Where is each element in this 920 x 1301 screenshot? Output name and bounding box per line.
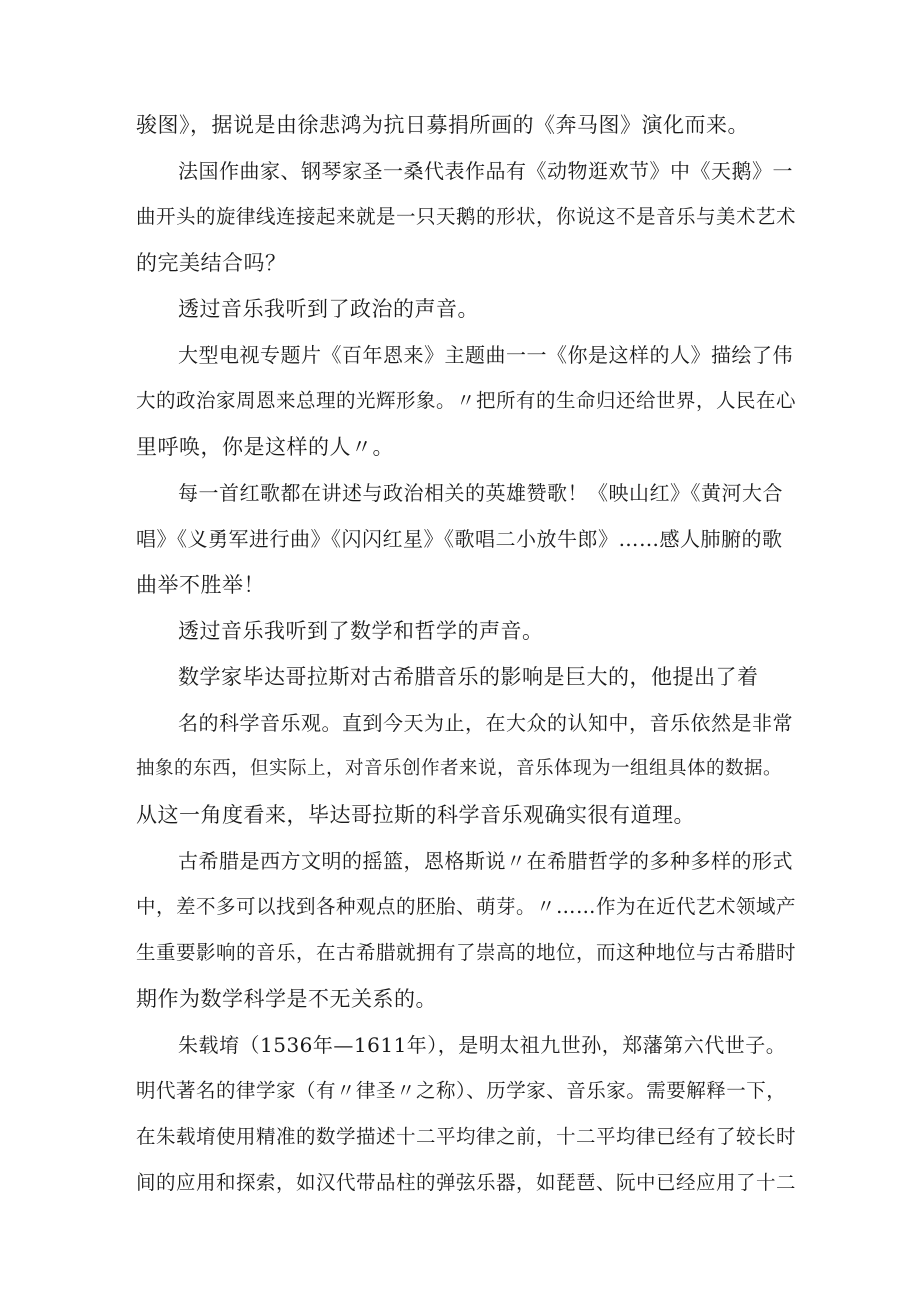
text-line: 抽象的东西，但实际上，对音乐创作者来说，音乐体现为一组组具体的数据。 xyxy=(136,758,783,779)
text-line: 透过音乐我听到了政治的声音。 xyxy=(178,297,479,321)
text-line: 明代著名的律学家（有〃律圣〃之称）、历学家、音乐家。需要解释一下， xyxy=(136,1079,787,1102)
text-line: 曲举不胜举！ xyxy=(136,573,265,597)
text-line: 间的应用和探索，如汉代带品柱的弹弦乐器，如琵琶、阮中已经应用了十二 xyxy=(136,1171,797,1194)
text-line: 期作为数学科学是不无关系的。 xyxy=(136,987,437,1011)
text-line: 骏图》，据说是由徐悲鸿为抗日募捐所画的《奔马图》演化而来。 xyxy=(136,113,749,137)
text-line: 名的科学音乐观。直到今天为止，在大众的认知中，音乐依然是非常 xyxy=(178,711,793,735)
text-line: 在朱载堉使用精准的数学描述十二平均律之前，十二平均律已经有了较长时 xyxy=(136,1125,797,1148)
text-line: 透过音乐我听到了数学和哲学的声音。 xyxy=(178,619,544,643)
text-line: 唱》《义勇军进行曲》《闪闪红星》《歌唱二小放牛郎》……感人肺腑的歌 xyxy=(136,527,783,551)
text-line: 的完美结合吗？ xyxy=(136,251,287,275)
text-line: 中，差不多可以找到各种观点的胚胎、萌芽。〃……作为在近代艺术领域产 xyxy=(136,895,797,918)
text-line: 数学家毕达哥拉斯对古希腊音乐的影响是巨大的，他提出了着 xyxy=(178,665,759,689)
text-line: 里呼唤，你是这样的人〃。 xyxy=(136,435,394,459)
text-line: 法国作曲家、钢琴家圣一桑代表作品有《动物逛欢节》中《天鹅》一 xyxy=(178,159,793,183)
document-page xyxy=(136,102,796,1206)
text-line: 从这一角度看来，毕达哥拉斯的科学音乐观确实很有道理。 xyxy=(136,803,695,827)
text-line: 大的政治家周恩来总理的光辉形象。〃把所有的生命归还给世界，人民在心 xyxy=(136,389,797,412)
text-line: 每一首红歌都在讲述与政治相关的英雄赞歌！《映山红》《黄河大合 xyxy=(178,481,783,505)
text-line: 朱载堉（1536年—1611年），是明太祖九世孙，郑藩第六代世子。 xyxy=(178,1033,787,1057)
text-line: 曲开头的旋律线连接起来就是一只天鹅的形状，你说这不是音乐与美术艺术 xyxy=(136,205,797,228)
text-line: 大型电视专题片《百年恩来》主题曲一一《你是这样的人》描绘了伟 xyxy=(178,343,793,367)
text-line: 生重要影响的音乐，在古希腊就拥有了崇高的地位，而这种地位与古希腊时 xyxy=(136,941,797,964)
text-line: 古希腊是西方文明的摇篮，恩格斯说〃在希腊哲学的多种多样的形式 xyxy=(178,849,793,873)
